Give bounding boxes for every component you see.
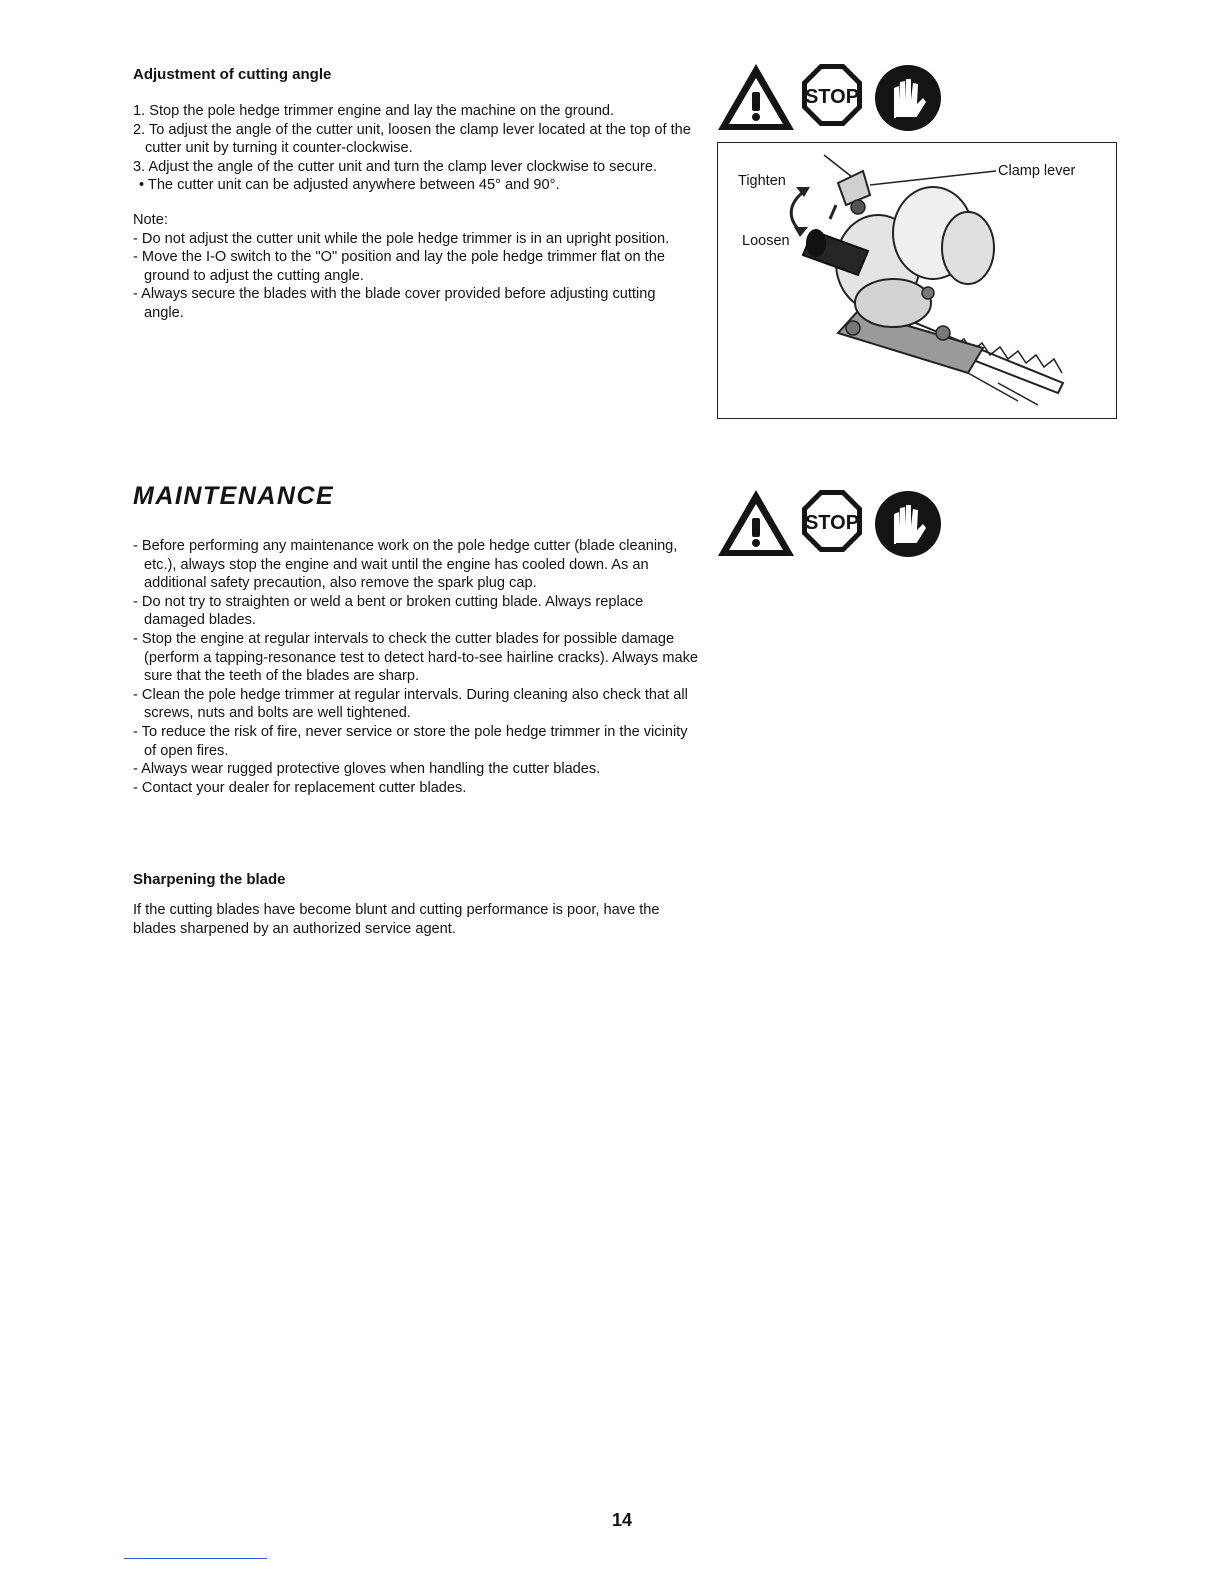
rotation-arrow — [791, 193, 802, 231]
note-label: Note: — [133, 211, 168, 228]
footer-rule — [124, 1558, 267, 1559]
note-1: - Do not adjust the cutter unit while the pole hedge trimmer is in an upright position. — [133, 230, 670, 247]
clamp-lever-leader — [870, 171, 996, 185]
maintenance-item-5: - To reduce the risk of fire, never service or store the pole hedge trimmer in the vicinity of open fires. — [133, 723, 688, 759]
adjustment-steps — [133, 102, 698, 195]
warning-triangle-icon — [718, 64, 794, 130]
tighten-leader — [824, 155, 852, 177]
protective-gloves-icon — [875, 491, 941, 557]
maintenance-item-2: - Do not try to straighten or weld a bent or broken cutting blade. Always replace damaged blades. — [133, 593, 644, 629]
gearbox-body — [836, 187, 994, 373]
clamp-lever-figure — [717, 142, 1117, 419]
safety-icons-top — [716, 60, 946, 136]
maintenance-item-4: - Clean the pole hedge trimmer at regular intervals. During cleaning also check that all screws, nuts and bolts are well tightened. — [133, 686, 688, 722]
tighten-label: Tighten — [738, 173, 786, 189]
step-1: 1. Stop the pole hedge trimmer engine and lay the machine on the ground. — [133, 103, 615, 119]
maintenance-item-7: - Contact your dealer for replacement cutter blades. — [133, 779, 467, 796]
adjustment-heading: Adjustment of cutting angle — [133, 66, 332, 83]
safety-icons-maintenance — [716, 486, 946, 562]
maintenance-list — [133, 537, 698, 797]
adjustment-section — [133, 66, 698, 323]
stop-sign-icon — [802, 490, 862, 552]
warning-triangle-icon — [718, 490, 794, 556]
note-2: - Move the I-O switch to the "O" position and lay the pole hedge trimmer flat on the ground to adjust the cutting angle. — [133, 249, 665, 284]
maintenance-item-6: - Always wear rugged protective gloves when handling the cutter blades. — [133, 761, 601, 778]
stop-sign-icon — [802, 64, 862, 126]
step-3: 3. Adjust the angle of the cutter unit and turn the clamp lever clockwise to secure. — [133, 158, 658, 175]
note-3: - Always secure the blades with the blade cover provided before adjusting cutting angle. — [133, 286, 656, 321]
maintenance-heading: MAINTENANCE — [133, 482, 335, 510]
page-number: 14 — [612, 1510, 633, 1530]
stop-text: STOP — [804, 86, 860, 108]
clamp-lever-label: Clamp lever — [998, 163, 1076, 179]
sharpening-heading: Sharpening the blade — [133, 871, 286, 888]
protective-gloves-icon — [875, 65, 941, 131]
sharpening-section — [133, 871, 703, 938]
adjustment-notes — [133, 211, 698, 323]
maintenance-item-1: - Before performing any maintenance work on the pole hedge cutter (blade cleaning, etc.), always stop the engine and wait until the engine has cooled down. As an additional safety precaution, also remove the spark plug cap. — [133, 538, 678, 592]
sharpening-text: If the cutting blades have become blunt and cutting performance is poor, have the blades sharpened by an authorized service agent. — [133, 902, 660, 937]
step-2: 2. To adjust the angle of the cutter unit, loosen the clamp lever located at the top of the cutter unit by turning it counter-clockwise. — [133, 121, 691, 157]
loosen-label: Loosen — [742, 233, 790, 249]
angle-range-bullet: • The cutter unit can be adjusted anywhere between 45° and 90°. — [139, 177, 560, 194]
clamp-lever-part — [830, 171, 870, 219]
stop-text: STOP — [804, 512, 860, 534]
maintenance-item-3: - Stop the engine at regular intervals to check the cutter blades for possible damage (perform a tapping-resonance test to detect hard-to-see hairline cracks). Always make sure that the teeth of the blades are sharp. — [133, 630, 699, 685]
